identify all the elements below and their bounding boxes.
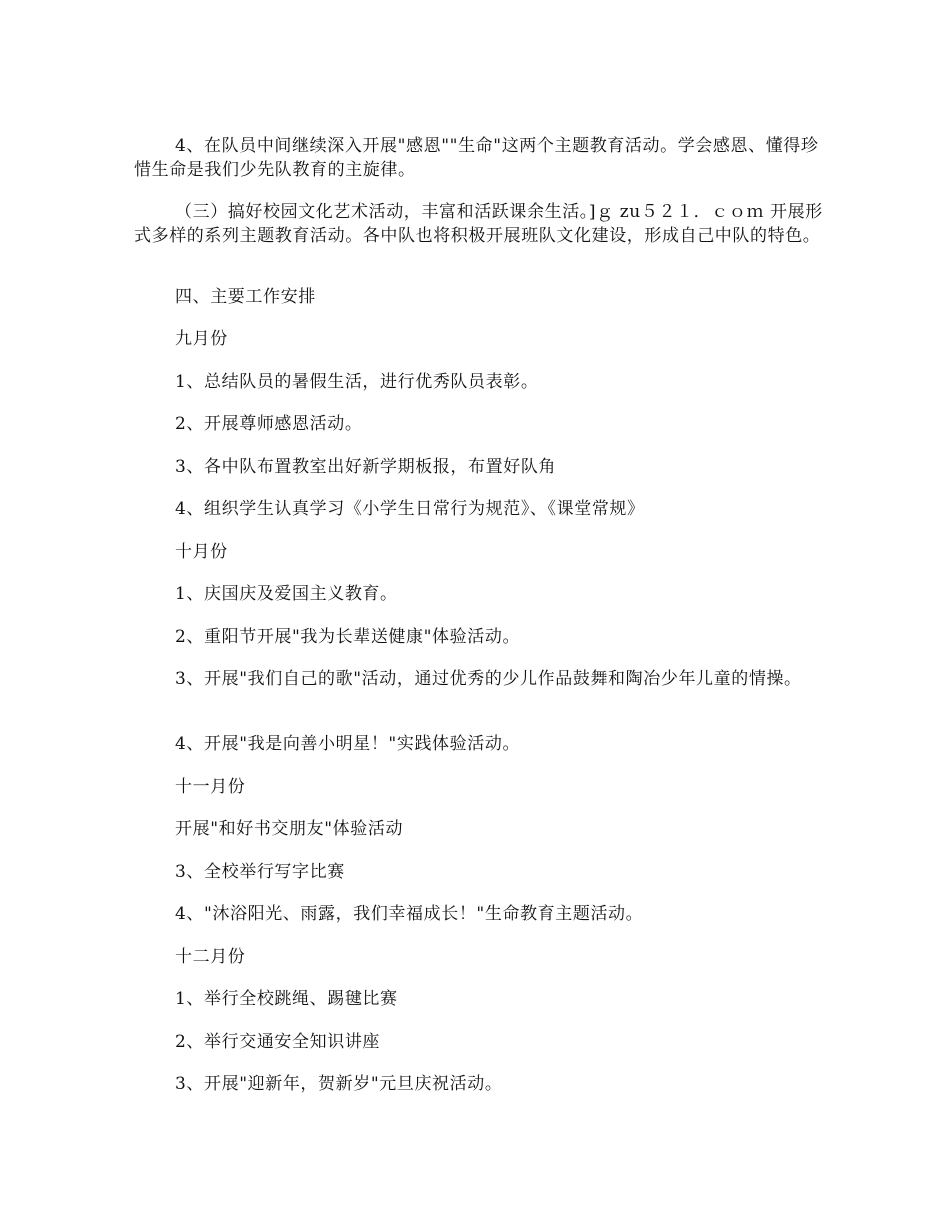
list-item: 1、总结队员的暑假生活，进行优秀队员表彰。 bbox=[175, 372, 539, 392]
month-heading-november: 十一月份 bbox=[175, 777, 246, 797]
paragraph-gratitude-life: 4、在队员中间继续深入开展"感恩""生命"这两个主题教育活动。学会感恩、懂得珍惜生命是我们少先队教育的主旋律。 bbox=[134, 136, 819, 180]
list-item: 3、开展"我们自己的歌"活动，通过优秀的少儿作品鼓舞和陶冶少年儿童的情操。 bbox=[175, 669, 802, 689]
list-item: 4、组织学生认真学习《小学生日常行为规范》、《课堂常规》 bbox=[175, 499, 645, 519]
list-item: 3、开展"迎新年，贺新岁"元旦庆祝活动。 bbox=[175, 1074, 503, 1094]
list-item: 2、重阳节开展"我为长辈送健康"体验活动。 bbox=[175, 627, 521, 647]
month-heading-december: 十二月份 bbox=[175, 947, 246, 967]
month-heading-october: 十月份 bbox=[175, 542, 228, 562]
list-item: 1、举行全校跳绳、踢毽比赛 bbox=[175, 989, 398, 1009]
section-heading-work-plan: 四、主要工作安排 bbox=[175, 287, 316, 307]
list-item: 2、开展尊师感恩活动。 bbox=[175, 414, 363, 434]
list-item: 2、举行交通安全知识讲座 bbox=[175, 1032, 381, 1052]
list-item: 3、各中队布置教室出好新学期板报，布置好队角 bbox=[175, 457, 557, 477]
list-item: 开展"和好书交朋友"体验活动 bbox=[175, 819, 404, 839]
paragraph-campus-culture: （三）搞好校园文化艺术活动，丰富和活跃课余生活。]ｇ zu５２１．ｃｏｍ 开展形式多样的系列主题教育活动。各中队也将积极开展班队文化建设，形成自己中队的特色。 bbox=[134, 202, 823, 246]
month-heading-september: 九月份 bbox=[175, 329, 228, 349]
list-item: 3、全校举行写字比赛 bbox=[175, 862, 345, 882]
list-item: 1、庆国庆及爱国主义教育。 bbox=[175, 584, 398, 604]
list-item: 4、开展"我是向善小明星！"实践体验活动。 bbox=[175, 734, 521, 754]
list-item: 4、"沐浴阳光、雨露，我们幸福成长！"生命教育主题活动。 bbox=[175, 904, 644, 924]
